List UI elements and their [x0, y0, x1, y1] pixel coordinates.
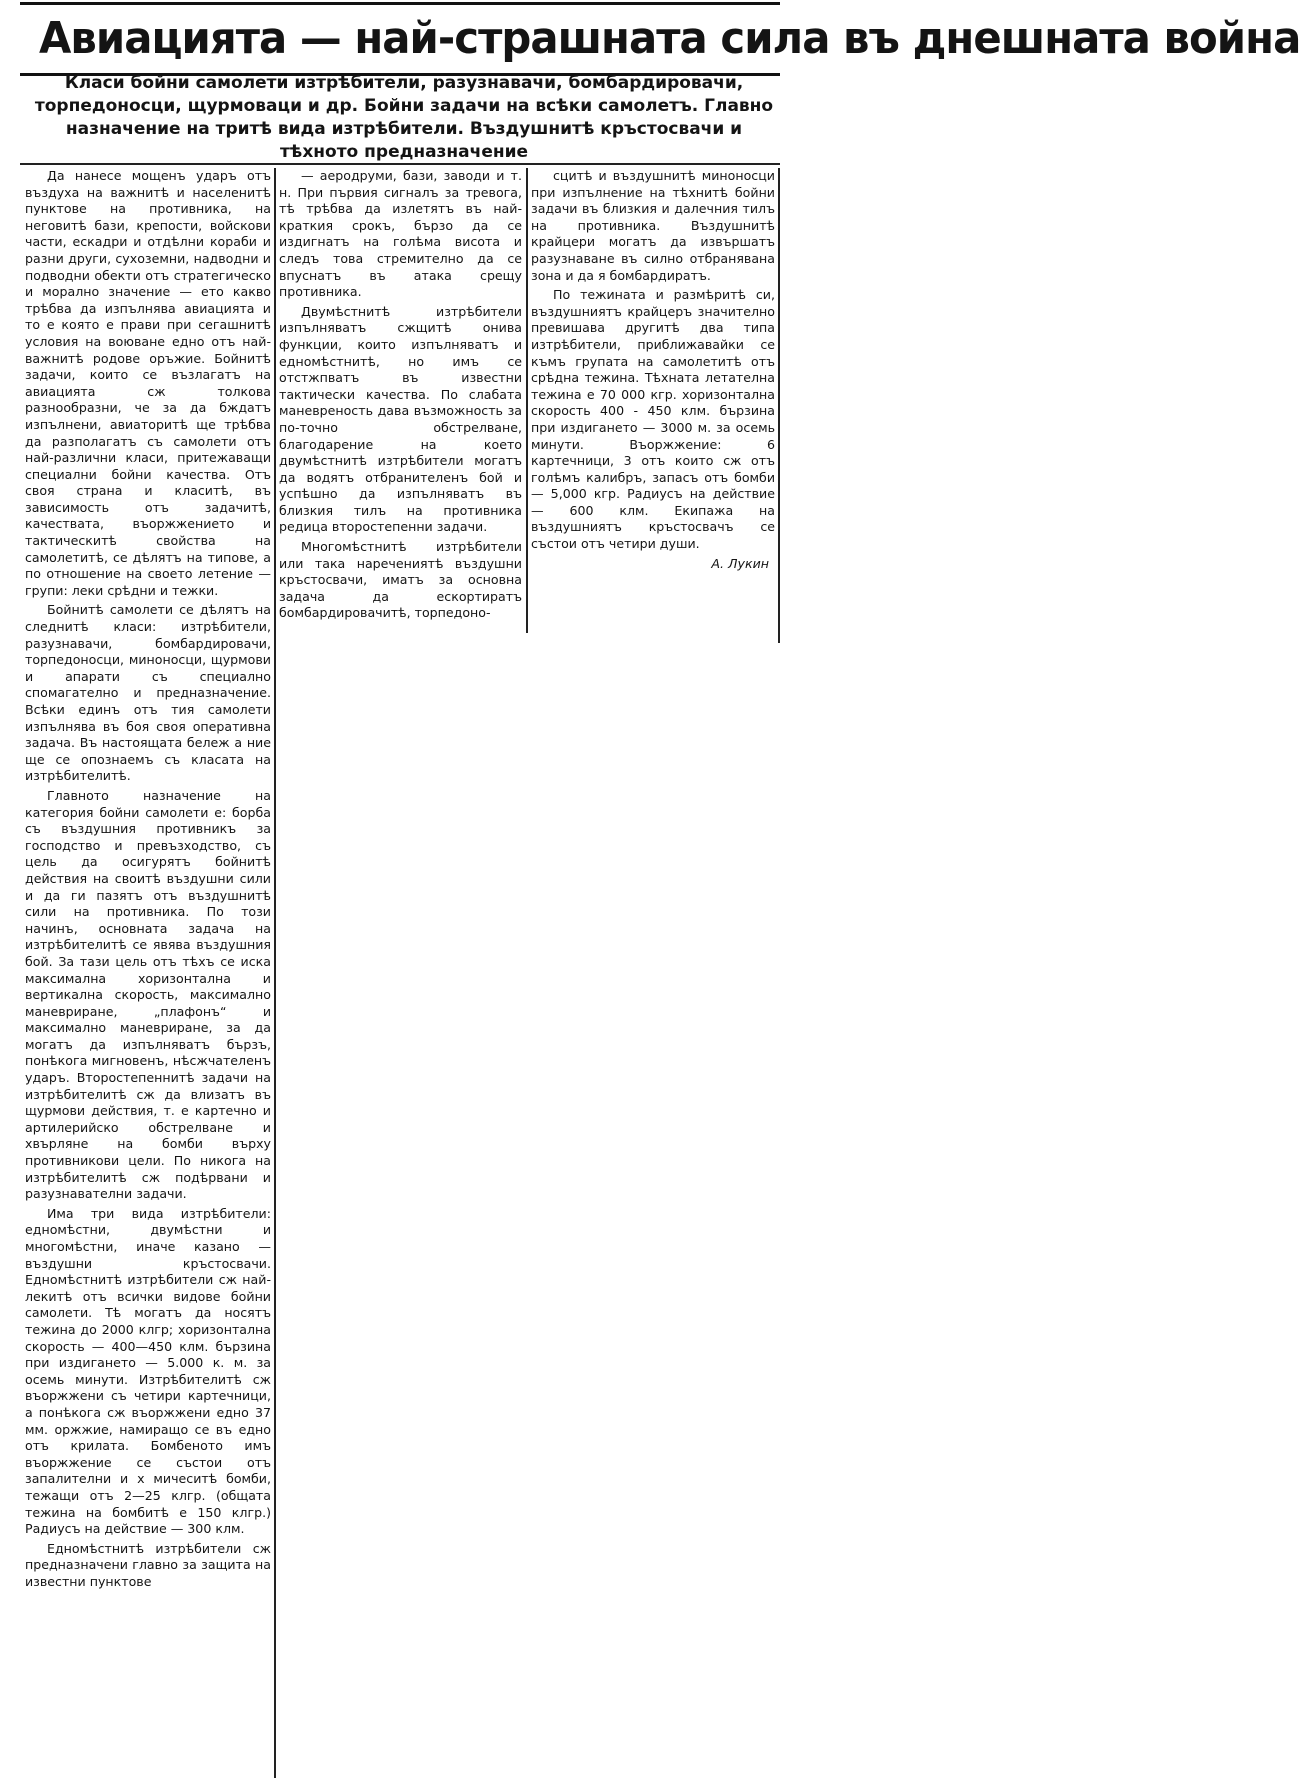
- article-column-1: [25, 168, 271, 1593]
- paragraph: Да нанесе мощенъ ударъ отъ въздуха на важнитѣ и населенитѣ пунктове на противника, на неговитѣ бази, крепости, войскови части, ескадри и отдѣлни кораби и разни други, сухоземни, надводни и подводни обекти отъ стратегическо и морално значение — ето какво трѣбва да изпълнява авиацията и то е която е прави при сегашнитѣ условия на воюване едно отъ най-важнитѣ родове оръжие. Бойнитѣ задачи, които се възлагатъ на авиацията сж толкова разнообразни, че за да бждатъ изпълнени, авиаторитѣ щe трѣбва да разполагатъ съ самолети отъ най-различни класи, притежаващи специални бойни качества. Отъ своя страна и класитѣ, въ зависимость отъ задачитѣ, качествата, въоржжението и тактическитѣ свойства на самолетитѣ, се дѣлятъ на типове, а по отношение на своето летение — групи: леки срѣдни и тежки.: [25, 168, 271, 598]
- column-divider: [274, 168, 276, 1778]
- headline: [20, 2, 1300, 76]
- paragraph: По тежината и размѣритѣ си, въздушниятъ крайцеръ значително превишава другитѣ два типа изтрѣбители, приближавайки се къмъ групата на самолетитѣ отъ срѣдна тежина. Тѣхната летателна тежина е 70 000 кгр. хоризонтална скорость 400 - 450 клм. бързина при издигането — 3000 м. за осемь минути. Въоржжение: 6 картечници, 3 отъ които сж отъ голѣмъ калибръ, запасъ отъ бомби — 5,000 кгр. Радиусъ на действие — 600 клм. Екипажа на въздушниятъ кръстосвачъ се състои отъ четири души.: [531, 287, 775, 552]
- paragraph: Главното назначение на категория бойни самолети е: борба съ въздушния противникъ за господство и превъзходство, съ цель да осигурятъ бойнитѣ действия на своитѣ въздушни сили и да ги пазятъ отъ въздушнитѣ сили на противника. По този начинъ, основната задача на изтрѣбителитѣ се явява въздушния бой. За тази цель отъ тѣхъ се иска максимална хоризонтална и вертикална скорость, максимално маневриране, „плафонъ“ и максимално маневриране, за да могатъ да изпълняватъ бързъ, понѣкога мигновенъ, нѣсжчателенъ ударъ. Второстепеннитѣ задачи на изтрѣбителитѣ сж да влизатъ въ щурмови действия, т. е картечно и артилерийско обстрелване и хвърляне на бомби върху противникови цели. По никога на изтрѣбителитѣ сж подѣрвани и разузнавателни задачи.: [25, 787, 271, 1202]
- paragraph: Едномѣстнитѣ изтрѣбители сж предназначени главно за защита на известни пунктове: [25, 1540, 271, 1589]
- column-divider: [778, 168, 780, 643]
- headline-text: Авиацията — най-страшната сила въ днешната война: [39, 13, 1300, 64]
- article-column-3: [531, 168, 775, 572]
- column-divider: [526, 168, 528, 633]
- subheading: Класи бойни самолети изтрѣбители, разузнавачи, бомбардировачи, торпедоносци, щурмоваци и др. Бойни задачи на всѣки самолетъ. Главно назначение на тритѣ вида изтрѣбители. Въздушнитѣ кръстосвачи и тѣхното предназначение: [34, 73, 774, 162]
- paragraph: Има три вида изтрѣбители: едномѣстни, двумѣстни и многомѣстни, иначе казано — въздушни кръстосвачи. Едномѣстнитѣ изтрѣбители сж най-лекитѣ отъ всички видове бойни самолети. Тѣ могатъ да носятъ тежина до 2000 клгр; хоризонтална скорость — 400—450 клм. бързина при издигането — 5.000 к. м. за осемь минути. Изтрѣбителитѣ сж въоржжени съ четири картечници, а понѣкога сж въоржжени едно 37 мм. оржжие, намиращо се въ едно отъ крилата. Бомбеното имъ въоржжение се състои отъ запалителни и х мичеситѣ бомби, тежащи отъ 2—25 клгр. (общата тежина на бомбитѣ е 150 клгр.) Радиусъ на действие — 300 клм.: [25, 1205, 271, 1537]
- paragraph: Бойнитѣ самолети се дѣлятъ на следнитѣ класи: изтрѣбители, разузнавачи, бомбардировачи, торпедоносци, миноносци, щурмови и апарати съ специално спомагателно и предназначение. Всѣки единъ отъ тия самолети изпълнява въ боя своя оперативна задача. Въ настоящата бележ а ние ще се опознаемъ съ класата на изтрѣбителитѣ.: [25, 602, 271, 784]
- author-signature: А. Лукин: [711, 555, 769, 571]
- paragraph: Многомѣстнитѣ изтрѣбители или така наречениятѣ въздушни кръстосвачи, иматъ за основна задача да ескортиратъ бомбардировачитѣ, торпедоно-: [279, 539, 522, 621]
- subheading-divider: [20, 163, 780, 165]
- article-column-2: [279, 168, 522, 625]
- paragraph: Двумѣстнитѣ изтрѣбители изпълняватъ сжщитѣ онива функции, които изпълняватъ и едномѣстнитѣ, но имъ се отстжпватъ въ известни тактически качества. По слабата маневреность дава възможность за по-точно обстрелване, благодарение на което двумѣстнитѣ изтрѣбители могатъ да водятъ отбранителенъ бой и успѣшно да изпълняватъ въ близкия тилъ на противника редица второстепенни задачи.: [279, 303, 522, 535]
- paragraph: — аеродруми, бази, заводи и т. н. При първия сигналъ за тревога, тѣ трѣбва да излетятъ въ най-краткия срокъ, бързо да се издигнатъ на голѣма висота и следъ това стремително да се впуснатъ въ атака срещу противника.: [279, 168, 522, 300]
- paragraph: сцитѣ и въздушнитѣ миноносци при изпълнение на тѣхнитѣ бойни задачи въ близкия и далечния тилъ на противника. Въздушнитѣ крайцери могатъ да извършатъ разузнаване въ силно отбранявана зона и да я бомбардиратъ.: [531, 168, 775, 283]
